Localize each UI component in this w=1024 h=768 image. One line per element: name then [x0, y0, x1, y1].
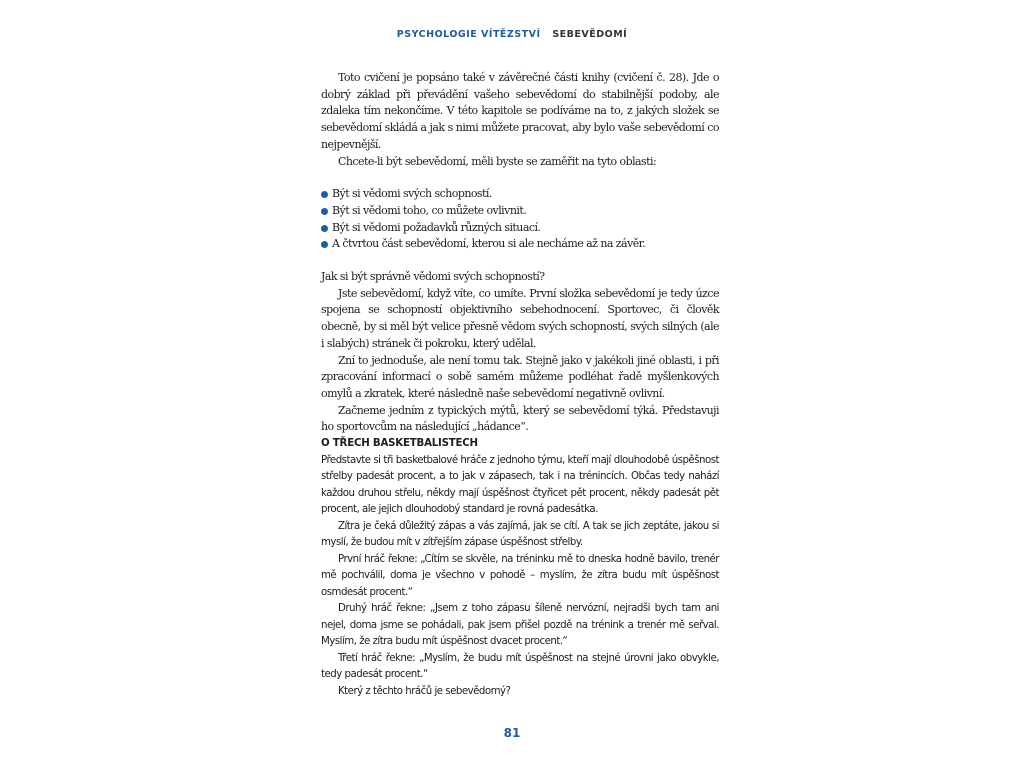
paragraph: Třetí hráč řekne: „Myslím, že budu mít úspěšnost na stejné úrovni jako obvykle, tedy padesát procent.“: [321, 652, 719, 680]
paragraph: Začneme jedním z typických mýtů, který se sebevědomí týká. Představuji ho sportovcům na následující „hádance“.: [321, 403, 719, 434]
list-item: Být si vědomi svých schopností.: [321, 186, 719, 203]
story-heading: O TŘECH BASKETBALISTECH: [321, 438, 478, 449]
paragraph: Který z těchto hráčů je sebevědomý?: [338, 685, 511, 697]
chapter-title: SEBEVĚDOMÍ: [552, 29, 628, 40]
bullet-icon: [321, 208, 328, 215]
running-header: [0, 29, 1024, 41]
book-title: PSYCHOLOGIE VÍTĚZSTVÍ: [396, 29, 541, 40]
bullet-icon: [321, 191, 328, 198]
bullet-list: [321, 186, 719, 253]
paragraph: Zítra je čeká důležitý zápas a vás zajímá, jak se cítí. A tak se jich zeptáte, jakou si myslí, že budou mít v zítřejším zápase úspěšnost střelby.: [321, 520, 719, 548]
paragraph: Zní to jednoduše, ale není tomu tak. Stejně jako v jakékoli jiné oblasti, i při zpracování informací o sobě samém můžeme podléhat řadě myšlenkových omylů a zkratek, které následně naše sebevědomí negativně ovlivní.: [321, 353, 719, 400]
story-box: [321, 436, 719, 700]
paragraph: První hráč řekne: „Cítím se skvěle, na tréninku mě to dneska hodně bavilo, trenér mě pochválil, doma je všechno v pohodě – myslím, že zítra budu mít úspěšnost osmdesát procent.“: [321, 553, 719, 598]
list-item: Být si vědomi toho, co můžete ovlivnit.: [321, 203, 719, 220]
main-text: [321, 70, 719, 436]
paragraph: Jste sebevědomí, když víte, co umíte. První složka sebevědomí je tedy úzce spojena se schopností objektivního sebehodnocení. Sportovec, či člověk obecně, by si měl být velice přesně vědom svých schopností, svých silných (ale i slabých) stránek či pokroku, který udělal.: [321, 286, 719, 350]
list-item: A čtvrtou část sebevědomí, kterou si ale necháme až na závěr.: [321, 236, 719, 253]
paragraph: Chcete-li být sebevědomí, měli byste se zaměřit na tyto oblasti:: [338, 154, 657, 168]
paragraph: Toto cvičení je popsáno také v závěrečné části knihy (cvičení č. 28). Jde o dobrý základ při převádění vašeho sebevědomí do stabilnější podoby, ale zdaleka tím nekončíme. V této kapitole se podíváme na to, z jakých složek se sebevědomí skládá a jak s nimi můžete pracovat, aby bylo vaše sebevědomí co nejpevnější.: [321, 71, 719, 151]
page-number: 81: [503, 726, 521, 740]
paragraph: Představte si tři basketbalové hráče z jednoho týmu, kteří mají dlouhodobě úspěšnost střelby padesát procent, a to jak v zápasech, tak i na trénincích. Občas tedy nahází každou druhou střelu, někdy mají úspěšnost čtyřicet pět procent, někdy padesát pět procent, ale jejich dlouhodobý standard je rovná padesátka.: [321, 454, 719, 515]
paragraph: Druhý hráč řekne: „Jsem z toho zápasu šíleně nervózní, nejradši bych tam ani nejel, doma jsme se pohádali, pak jsem přišel pozdě na trénink a trenér mě seřval. Myslím, že zítra budu mít úspěšnost dvacet procent.“: [321, 603, 719, 647]
bullet-icon: [321, 225, 328, 232]
bullet-icon: [321, 241, 328, 248]
section-question-heading: Jak si být správně vědomi svých schopností?: [321, 270, 545, 284]
list-item: Být si vědomi požadavků různých situací.: [321, 220, 719, 237]
